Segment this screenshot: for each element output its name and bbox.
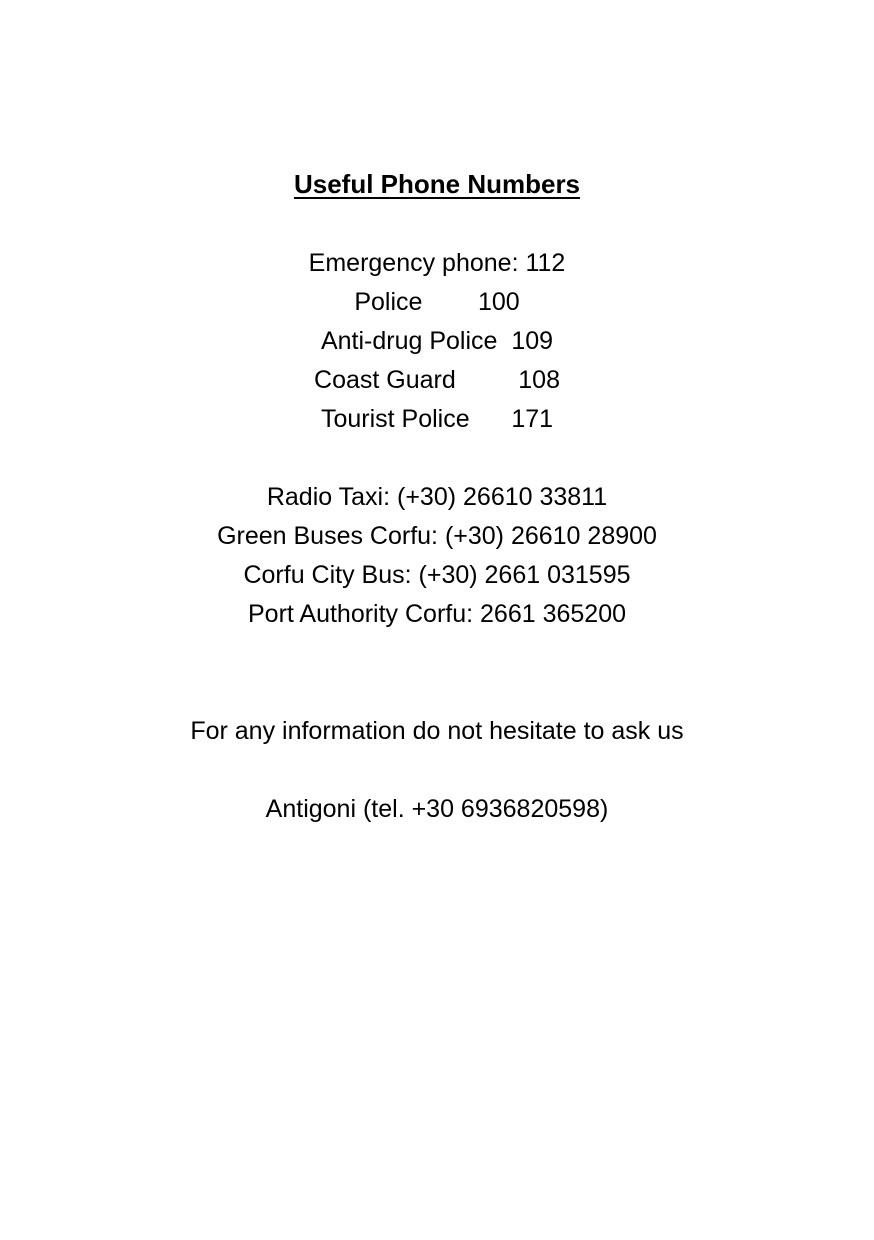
transport-numbers-list: [0, 478, 874, 634]
green-buses-line: Green Buses Corfu: (+30) 26610 28900: [217, 522, 657, 550]
page-title: Useful Phone Numbers: [293, 169, 581, 199]
emergency-numbers-list: [0, 244, 874, 439]
tourist-police-line: Tourist Police 171: [320, 405, 554, 433]
port-authority-line: Port Authority Corfu: 2661 365200: [247, 600, 627, 628]
radio-taxi-line: Radio Taxi: (+30) 26610 33811: [266, 483, 608, 511]
city-bus-line: Corfu City Bus: (+30) 2661 031595: [243, 561, 631, 589]
anti-drug-police-line: Anti-drug Police 109: [320, 327, 554, 355]
coast-guard-line: Coast Guard 108: [314, 366, 560, 394]
police-line: Police 100: [354, 288, 520, 316]
contact-message: Antigoni (tel. +30 6936820598): [265, 795, 609, 823]
emergency-line-112: Emergency phone: 112: [308, 249, 566, 277]
info-message: For any information do not hesitate to ask us: [190, 717, 684, 745]
